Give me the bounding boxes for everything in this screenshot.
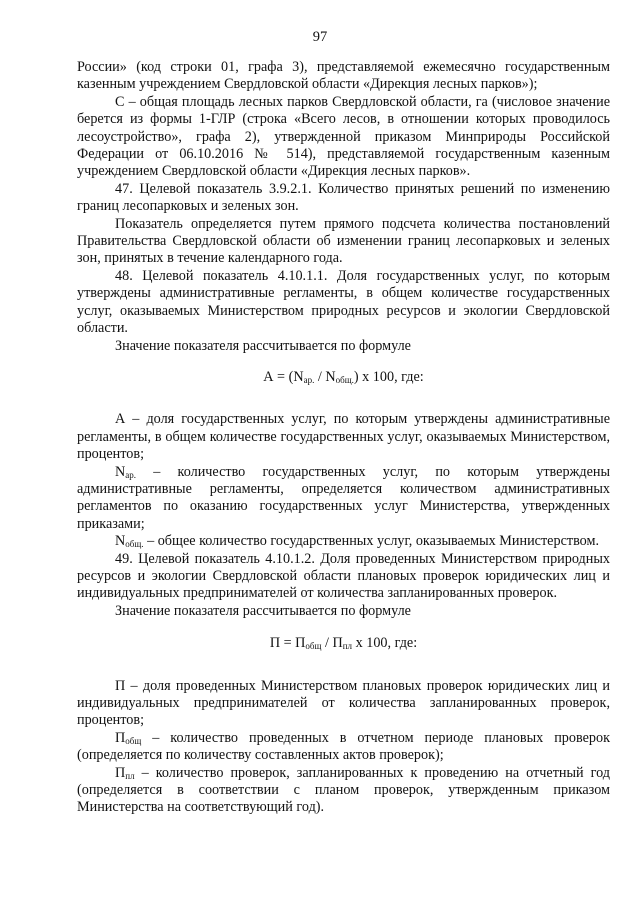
document-body (77, 59, 610, 817)
paragraph: С – общая площадь лесных парков Свердловской области, га (числовое значение берется из формы 1-ГЛР (строка «Всего лесов, в отношении которых проводилось лесоустройство», графа 2), утвержденной приказом Минприроды Российской Федерации от 06.10.2016 № 514), представляемой государственным казенным учреждением Свердловской области «Дирекция лесных парков». (77, 93, 610, 180)
paragraph: 49. Целевой показатель 4.10.1.2. Доля проведенных Министерством природных ресурсов и экологии Свердловской области плановых проверок юридических лиц и индивидуальных предпринимателей от количества запланированных проверок. (77, 550, 610, 602)
paragraph: России» (код строки 01, графа 3), представляемой ежемесячно государственным казенным учреждением Свердловской области «Дирекция лесных парков»); (77, 59, 610, 93)
paragraph: $N_{общ.}$ – общее количество государственных услуг, оказываемых Министерством. (115, 533, 600, 550)
paragraph: $П_{общ}$ – количество проведенных в отчетном периоде плановых проверок (определяется по количеству составленных актов проверок); (77, 729, 610, 764)
formula-a: $А = (N_{ар.} / N_{общ.})$ х 100, где: (263, 368, 424, 385)
paragraph: Значение показателя рассчитывается по формуле (115, 602, 411, 619)
paragraph: Значение показателя рассчитывается по формуле (115, 337, 411, 354)
paragraph: Показатель определяется путем прямого подсчета количества постановлений Правительства Свердловской области об изменении границ лесопарковых и зеленых зон, принятых в течение календарного года. (77, 215, 610, 267)
paragraph: 48. Целевой показатель 4.10.1.1. Доля государственных услуг, по которым утверждены административные регламенты, в общем количестве государственных услуг, оказываемых Министерством природных ресурсов и экологии Свердловской области. (77, 267, 610, 337)
paragraph: П – доля проведенных Министерством плановых проверок юридических лиц и индивидуальных предпринимателей от количества запланированных проверок, процентов; (77, 677, 610, 729)
paragraph: 47. Целевой показатель 3.9.2.1. Количество принятых решений по изменению границ лесопарковых и зеленых зон. (77, 180, 610, 215)
paragraph: А – доля государственных услуг, по которым утверждены административные регламенты, в общем количестве государственных услуг, оказываемых Министерством, процентов; (77, 411, 610, 463)
paragraph: $N_{ар.}$ – количество государственных услуг, по которым утверждены административные регламенты, определяется количеством административных регламентов по оказанию государственных услуг Министерства, утвержденных приказами; (77, 463, 610, 532)
page-number: 97 (312, 29, 328, 45)
formula-p: $П = П_{общ} / П_{пл}$ х 100, где: (269, 635, 418, 652)
paragraph: $П_{пл}$ – количество проверок, запланированных к проведению на отчетный год (определяется в соответствии с планом проверок, утвержденным приказом Министерства на соответствующий год). (77, 764, 610, 816)
